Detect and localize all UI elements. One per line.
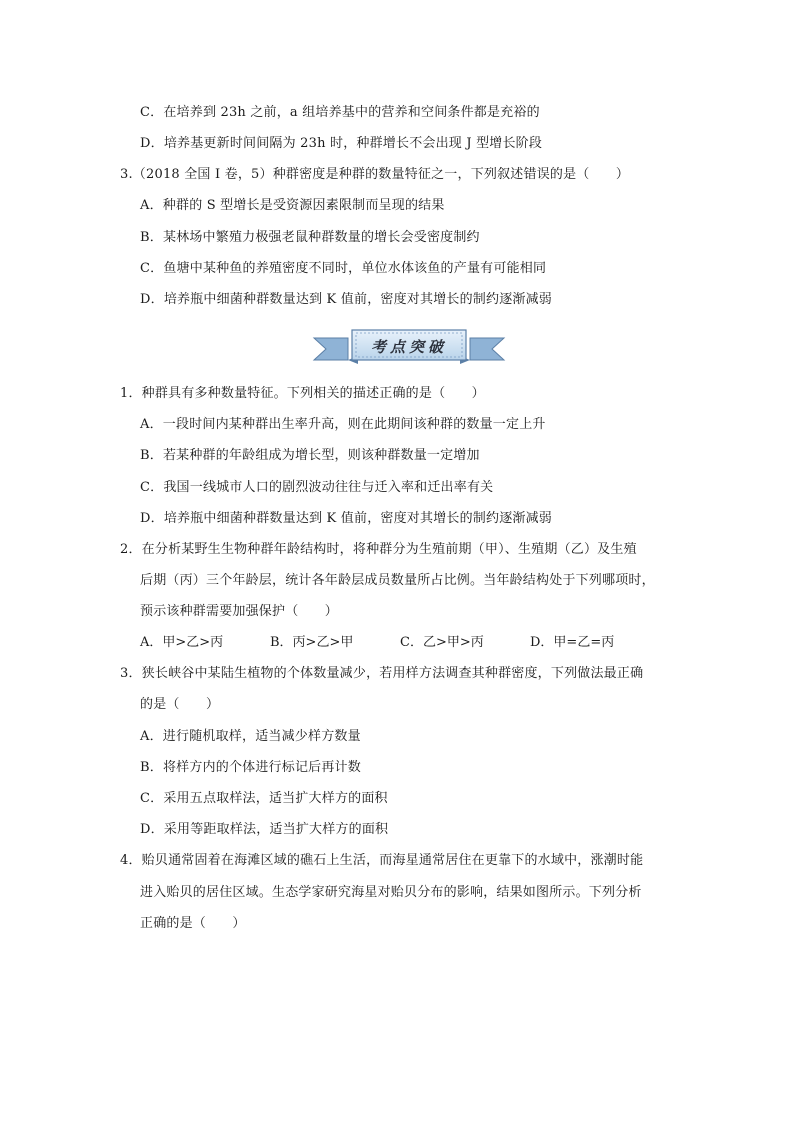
q2-stem-line-2: 后期（丙）三个年龄层，统计各年龄层成员数量所占比例。当年龄结构处于下列哪项时， [140,573,655,588]
exam-q3-stem: 3.（2018 全国 I 卷，5）种群密度是种群的数量特征之一，下列叙述错误的是（ ） [120,167,630,182]
q3-option-d: D．采用等距取样法，适当扩大样方的面积 [140,822,389,837]
q3-stem-line-2: 的是（ ） [140,697,220,712]
q1-stem: 1．种群具有多种数量特征。下列相关的描述正确的是（ ） [120,386,485,401]
q1-option-d: D．培养瓶中细菌种群数量达到 K 值前，密度对其增长的制约逐渐减弱 [140,511,552,526]
q2-option-c: C．乙>甲>丙 [400,635,484,650]
exam-q3-option-b: B．某林场中繁殖力极强老鼠种群数量的增长会受密度制约 [140,230,480,245]
q2-option-a: A．甲>乙>丙 [140,635,224,650]
q1-option-a: A．一段时间内某种群出生率升高，则在此期间该种群的数量一定上升 [140,417,546,432]
q4-stem-line-1: 4．贻贝通常固着在海滩区域的礁石上生活，而海星通常居住在更靠下的水域中，涨潮时能 [120,853,644,868]
q4-stem-line-2: 进入贻贝的居住区域。生态学家研究海星对贻贝分布的影响，结果如图所示。下列分析 [140,885,642,900]
q2-stem-line-1: 2．在分析某野生生物种群年龄结构时，将种群分为生殖前期（甲）、生殖期（乙）及生殖 [120,542,637,557]
prev-option-d: D．培养基更新时间间隔为 23h 时，种群增长不会出现 J 型增长阶段 [140,136,543,151]
q2-stem-line-3: 预示该种群需要加强保护（ ） [140,604,339,619]
exam-q3-option-c: C．鱼塘中某种鱼的养殖密度不同时，单位水体该鱼的产量有可能相同 [140,261,547,276]
prev-option-c: C．在培养到 23h 之前，a 组培养基中的营养和空间条件都是充裕的 [140,105,540,120]
q3-option-c: C．采用五点取样法，适当扩大样方的面积 [140,791,388,806]
q3-stem-line-1: 3．狭长峡谷中某陆生植物的个体数量减少，若用样方法调查其种群密度，下列做法最正确 [120,666,644,681]
section-banner [312,324,506,368]
q2-options-row [140,635,614,651]
q3-option-b: B．将样方内的个体进行标记后再计数 [140,760,361,775]
q1-option-b: B．若某种群的年龄组成为增长型，则该种群数量一定增加 [140,448,480,463]
exam-q3-option-a: A．种群的 S 型增长是受资源因素限制而呈现的结果 [140,198,445,213]
q1-option-c: C．我国一线城市人口的剧烈波动往往与迁入率和迁出率有关 [140,480,494,495]
q3-option-a: A．进行随机取样，适当减少样方数量 [140,729,361,744]
exam-q3-option-d: D．培养瓶中细菌种群数量达到 K 值前，密度对其增长的制约逐渐减弱 [140,292,552,307]
banner-title: 考点突破 [370,338,447,356]
q2-option-d: D．甲=乙=丙 [530,635,615,650]
q4-stem-line-3: 正确的是（ ） [140,916,246,931]
q2-option-b: B．丙>乙>甲 [270,635,354,650]
